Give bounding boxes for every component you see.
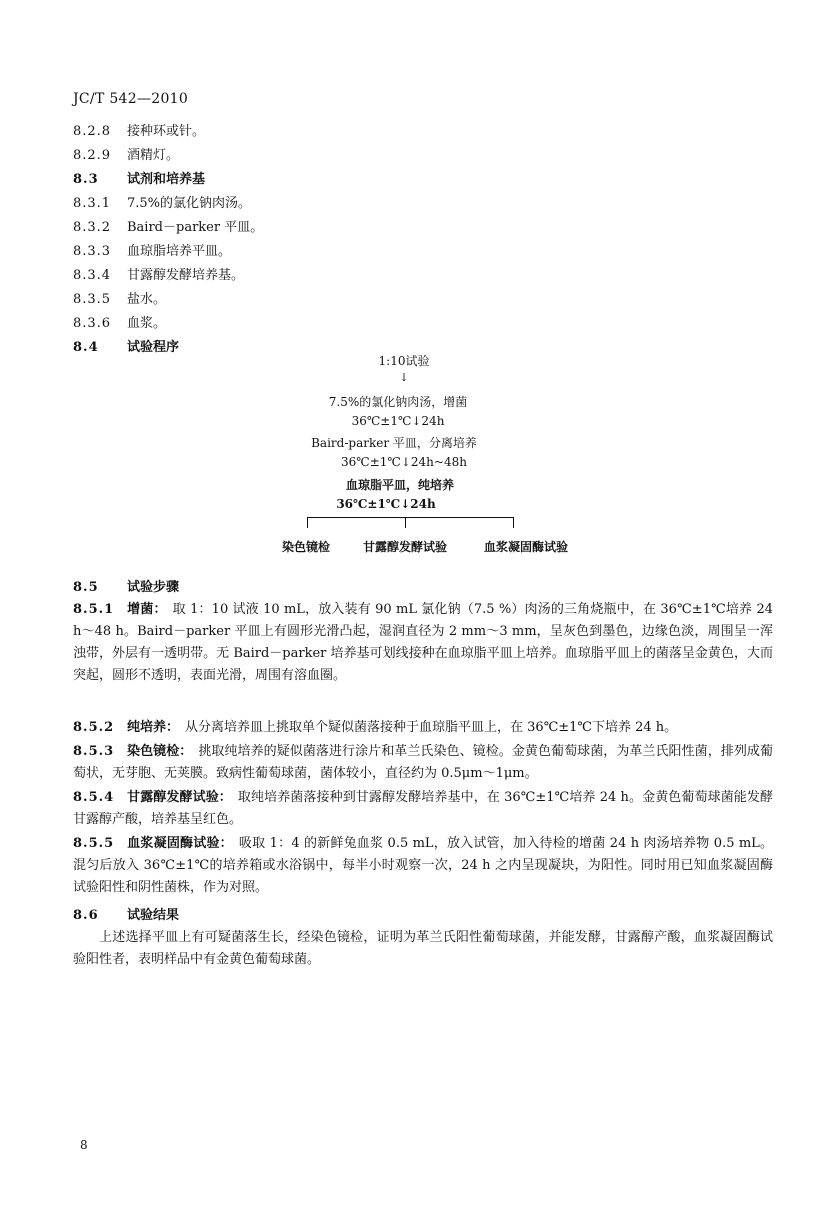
section-heading: 8.5 试验步骤 — [73, 580, 180, 595]
paragraph-8-5-5: 8.5.5 血浆凝固酶试验： 吸取 1：4 的新鲜兔血浆 0.5 mL，放入试管，加入待检的增菌 24 h 肉汤培养物 0.5 mL。混匀后放入 36℃±1℃的培养箱或水浴锅中，每半小时观察一次，24 h 之内呈现凝块，为阳性。同时用已知血浆凝固酶试验阳性和阴性菌株，作为对照。 — [73, 836, 773, 895]
result-paragraph: 上述选择平皿上有可疑菌落生长，经染色镜检，证明为革兰氏阳性葡萄球菌，并能发酵，甘露醇产酸，血浆凝固酶试验阳性者，表明样品中有金黄色葡萄球菌。 — [73, 930, 773, 967]
list-item: 8.3.5 盐水。 — [73, 292, 167, 307]
branch-connector — [307, 517, 308, 528]
paragraph-8-5-2: 8.5.2 纯培养： 从分离培养皿上挑取单个疑似菌落接种于血琼脂平皿上，在 36℃±1℃下培养 24 h。 — [73, 720, 678, 735]
test-procedure-flowchart — [0, 0, 837, 560]
branch-coagulase: 血浆凝固酶试验 — [483, 540, 569, 554]
standard-code: JC/T 542—2010 — [73, 91, 189, 107]
list-item: 8.3.6 血浆。 — [73, 316, 167, 331]
branch-connector — [513, 517, 514, 528]
flow-step-pure-culture: 血琼脂平皿，纯培养 — [345, 478, 455, 492]
paragraph-8-5-3: 8.5.3 染色镜检： 挑取纯培养的疑似菌落进行涂片和革兰氏染色、镜检。金黄色葡萄球菌，为革兰氏阳性菌，排列成葡萄状，无芽胞、无荚膜。致病性葡萄球菌，菌体较小，直径约为 0.5μm～1μm。 — [73, 744, 773, 781]
flow-condition: 36℃±1℃↓24h~48h — [341, 455, 467, 469]
list-item: 8.3.1 7.5%的氯化钠肉汤。 — [73, 196, 252, 211]
paragraph-8-5-4: 8.5.4 甘露醇发酵试验： 取纯培养菌落接种到甘露醇发酵培养基中，在 36℃±1℃培养 24 h。金黄色葡萄球菌能发酵甘露醇产酸，培养基呈红色。 — [73, 790, 773, 827]
page-number: 8 — [80, 1138, 88, 1152]
flow-step-enrichment: 7.5%的氯化钠肉汤，增菌 — [328, 395, 468, 409]
section-heading: 8.6 试验结果 — [73, 908, 180, 923]
list-item: 8.3.3 血琼脂培养平皿。 — [73, 244, 232, 259]
paragraph-8-5-1: 8.5.1 增菌： 取 1：10 试液 10 mL，放入装有 90 mL 氯化钠（7.5 %）肉汤的三角烧瓶中，在 36℃±1℃培养 24 h～48 h。Baird－parker 平皿上有圆形光滑凸起，湿润直径为 2 mm～3 mm，呈灰色到墨色，边缘色淡，周围呈一浑浊带，外层有一透明带。无 Baird－parker 培养基可划线接种在血琼脂平皿上培养。血琼脂平皿上的菌落呈金黄色，大而突起，圆形不透明，表面光滑，周围有溶血圈。 — [73, 602, 773, 683]
flow-step-dilution: 1:10试验 — [378, 354, 430, 368]
section-heading: 8.3 试剂和培养基 — [73, 172, 206, 187]
list-item: 8.2.9 酒精灯。 — [73, 148, 180, 163]
branch-mannitol: 甘露醇发酵试验 — [362, 540, 448, 554]
list-item: 8.2.8 接种环或针。 — [73, 124, 206, 139]
flow-condition: 36℃±1℃↓24h — [351, 414, 445, 428]
down-arrow-icon: ↓ — [399, 371, 409, 384]
branch-connector — [307, 517, 514, 518]
list-item: 8.3.4 甘露醇发酵培养基。 — [73, 268, 245, 283]
section-heading: 8.4 试验程序 — [73, 340, 180, 355]
flow-step-isolation: Baird-parker 平皿，分离培养 — [311, 436, 477, 450]
branch-connector — [405, 517, 406, 528]
branch-staining: 染色镜检 — [281, 540, 331, 554]
flow-condition: 36℃±1℃↓24h — [336, 497, 436, 511]
list-item: 8.3.2 Baird－parker 平皿。 — [73, 220, 264, 235]
